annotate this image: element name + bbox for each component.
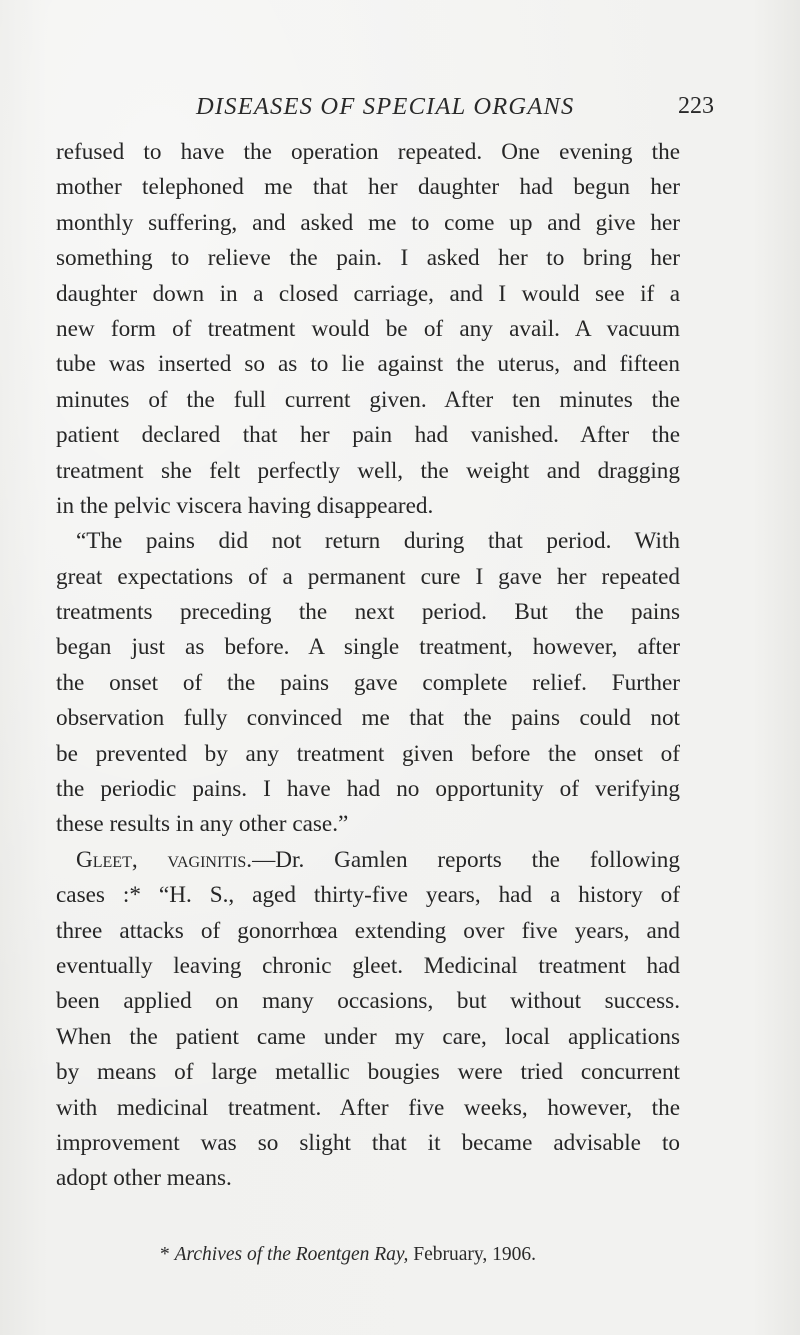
text-line: minutes of the full current given. After ten minutes the	[56, 386, 680, 413]
text-line: began just as before. A single treatment, however, after	[56, 634, 680, 661]
text-line: mother telephoned me that her daughter had begun her	[56, 174, 680, 201]
text-line: something to relieve the pain. I asked her to bring her	[56, 245, 680, 272]
text-line: When the patient came under my care, local applications	[56, 1023, 680, 1050]
text-line: the onset of the pains gave complete relief. Further	[56, 669, 680, 696]
text-line: patient declared that her pain had vanished. After the	[56, 422, 680, 449]
text-line: “The pains did not return during that period. With	[76, 528, 680, 555]
text-line: refused to have the operation repeated. One evening the	[56, 139, 680, 165]
text-line: adopt other means.	[56, 1165, 232, 1192]
text-line: in the pelvic viscera having disappeared.	[56, 492, 434, 519]
text-line: eventually leaving chronic gleet. Medicinal treatment had	[56, 952, 680, 979]
text-line: observation fully convinced me that the pains could not	[56, 705, 680, 732]
section-heading: Gleet, vaginitis.	[76, 846, 253, 873]
text-line: been applied on many occasions, but without success.	[56, 988, 680, 1015]
text-line: daughter down in a closed carriage, and I would see if a	[56, 280, 680, 307]
text-line: by means of large metallic bougies were tried concurrent	[56, 1059, 680, 1086]
footnote-source: Archives of the Roentgen Ray,	[174, 1244, 409, 1265]
footnote-marker: *	[160, 1244, 170, 1265]
footnote-date: February, 1906.	[413, 1244, 537, 1265]
text-line: three attacks of gonorrhœa extending over five years, and	[56, 917, 680, 944]
page-header	[0, 93, 800, 123]
text-line: the periodic pains. I have had no opportunity of verifying	[56, 776, 680, 803]
body-text	[56, 135, 680, 1197]
text-line: monthly suffering, and asked me to come up and give her	[56, 209, 680, 236]
text-line: new form of treatment would be of any avail. A vacuum	[56, 315, 680, 342]
text-line: these results in any other case.”	[56, 811, 349, 838]
text-line: tube was inserted so as to lie against the uterus, and fifteen	[56, 351, 680, 378]
text-line: cases :* “H. S., aged thirty-five years, had a history of	[56, 882, 680, 909]
text-line: improvement was so slight that it became advisable to	[56, 1129, 680, 1156]
text-line: great expectations of a permanent cure I gave her repeated	[56, 563, 680, 590]
text-line: treatments preceding the next period. But the pains	[56, 599, 680, 626]
text-line: with medicinal treatment. After five weeks, however, the	[56, 1094, 680, 1121]
page-number: 223	[678, 93, 714, 119]
text-line-rest: —Dr. Gamlen reports the following	[252, 846, 680, 873]
section-start-line	[56, 843, 680, 878]
footnote	[160, 1244, 536, 1266]
running-title: DISEASES OF SPECIAL ORGANS	[196, 93, 575, 120]
text-line: be prevented by any treatment given before the onset of	[56, 740, 680, 767]
text-line: treatment she felt perfectly well, the weight and dragging	[56, 457, 680, 484]
